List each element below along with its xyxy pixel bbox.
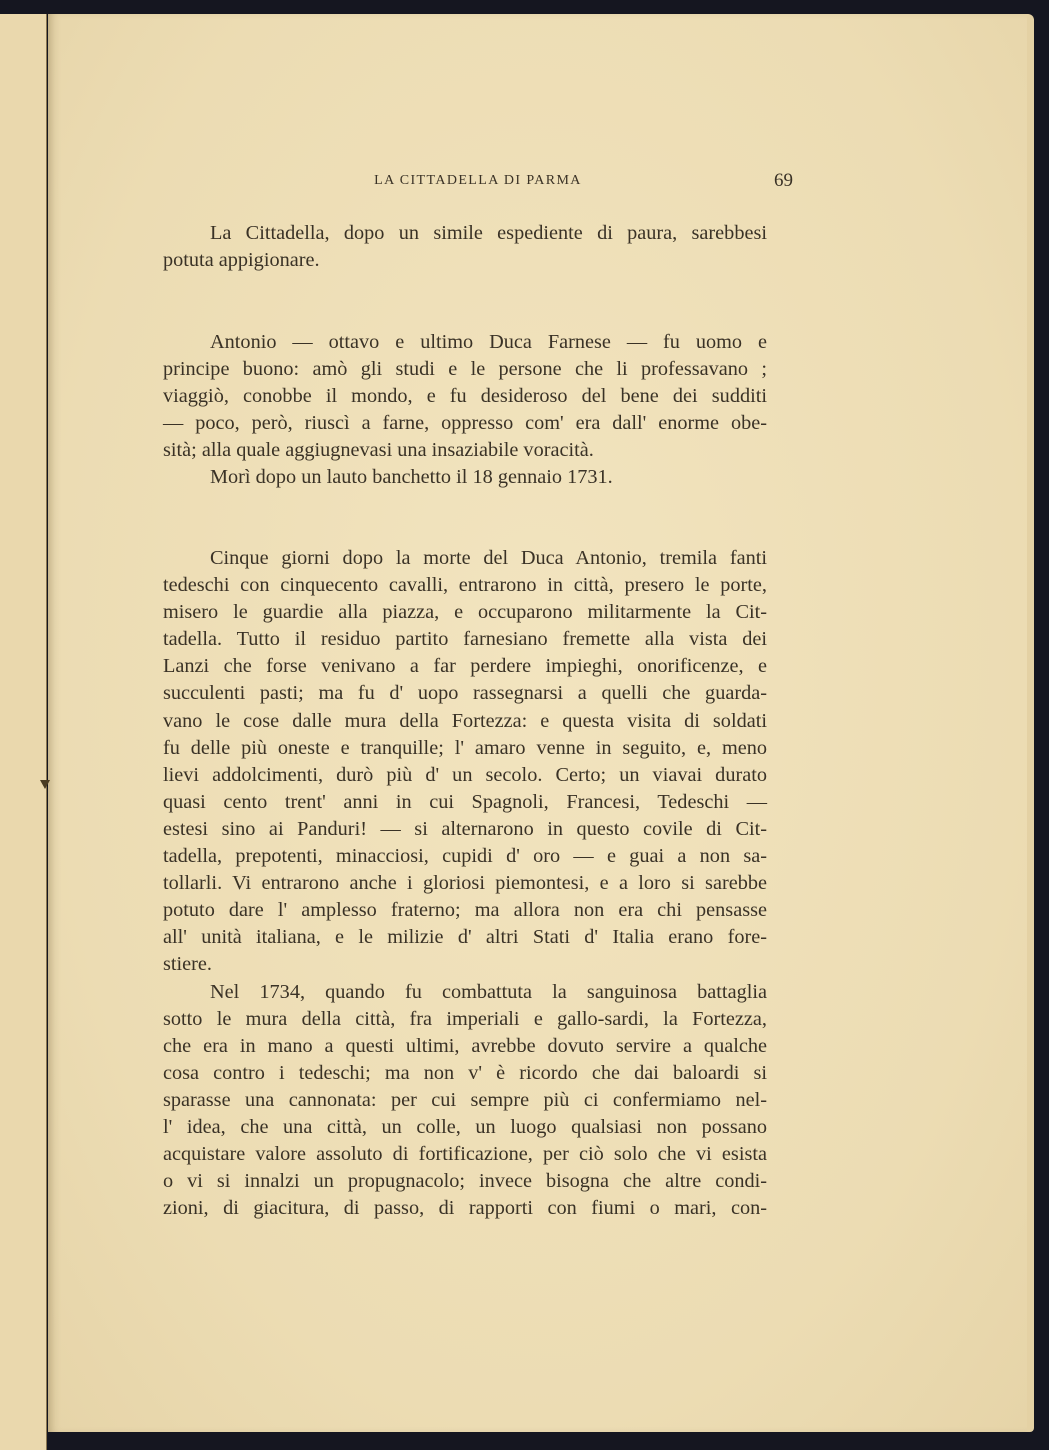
text-line: potuta appigionare. [163, 249, 320, 272]
text-line: cosa contro i tedeschi; ma non v' è ricordo che dai baloardi si [163, 1061, 767, 1084]
running-head [163, 170, 793, 194]
text-line: — poco, però, riuscì a farne, oppresso com' era dall' enorme obe- [163, 412, 767, 435]
text-line: tadella, prepotenti, minacciosi, cupidi d' oro — e guai a non sa- [163, 845, 767, 868]
text-line: zioni, di giacitura, di passo, di rapporti con fiumi o mari, con- [163, 1197, 767, 1220]
text-line: estesi sino ai Panduri! — si alternarono in questo covile di Cit- [163, 817, 767, 840]
text-line: potuto dare l' amplesso fraterno; ma allora non era chi pensasse [163, 899, 767, 922]
text-line: stiere. [163, 953, 212, 976]
text-line: acquistare valore assoluto di fortificazione, per ciò solo che vi esista [163, 1143, 767, 1166]
facing-page-edge [0, 14, 47, 1450]
text-line: Lanzi che forse venivano a far perdere impieghi, onorificenze, e [163, 655, 767, 678]
text-line: sità; alla quale aggiugnevasi una insaziabile voracità. [163, 439, 594, 462]
text-line: quasi cento trent' anni in cui Spagnoli, Francesi, Tedeschi — [163, 790, 767, 813]
text-line: La Cittadella, dopo un simile espediente di paura, sarebbesi [210, 222, 767, 244]
text-line: viaggiò, conobbe il mondo, e fu desideroso del bene dei sudditi [163, 385, 767, 408]
text-line: tedeschi con cinquecento cavalli, entrarono in città, presero le porte, [163, 574, 767, 597]
paragraph [163, 464, 767, 491]
paragraph [163, 220, 767, 274]
text-line: lievi addolcimenti, durò più d' un secolo. Certo; un viavai durato [163, 763, 767, 786]
text-line: sotto le mura della città, fra imperiali e gallo-sardi, la Fortezza, [163, 1007, 767, 1030]
text-line: Morì dopo un lauto banchetto il 18 gennaio 1731. [210, 466, 613, 489]
text-line: che era in mano a questi ultimi, avrebbe dovuto servire a qualche [163, 1034, 767, 1057]
text-line: fu delle più oneste e tranquille; l' amaro venne in seguito, e, meno [163, 736, 767, 759]
paragraph-block-3 [163, 545, 767, 1222]
text-line: vano le cose dalle mura della Fortezza: e questa visita di soldati [163, 709, 767, 732]
text-line: misero le guardie alla piazza, e occuparono militarmente la Cit- [163, 601, 767, 624]
text-line: Cinque giorni dopo la morte del Duca Antonio, tremila fanti [210, 547, 767, 569]
text-line: all' unità italiana, e le milizie d' altri Stati d' Italia erano fore- [163, 926, 767, 949]
text-line: o vi si innalzi un propugnacolo; invece bisogna che altre condi- [163, 1170, 767, 1193]
text-line: l' idea, che una città, un colle, un luogo qualsiasi non possano [163, 1115, 767, 1138]
page-number: 69 [774, 170, 793, 191]
paragraph [163, 329, 767, 464]
text-line: succulenti pasti; ma fu d' uopo rassegnarsi a quelli che guarda- [163, 682, 767, 705]
text-line: Nel 1734, quando fu combattuta la sanguinosa battaglia [210, 980, 767, 1003]
paragraph [163, 545, 767, 979]
text-line: Antonio — ottavo e ultimo Duca Farnese — fu uomo e [210, 331, 767, 353]
text-line: sparasse una cannonata: per cui sempre più ci confermiamo nel- [163, 1088, 767, 1111]
paragraph-block-1 [163, 220, 767, 274]
paragraph [163, 979, 767, 1223]
paragraph-block-2 [163, 329, 767, 492]
text-line: tollarli. Vi entrarono anche i gloriosi piemontesi, e a loro si sarebbe [163, 872, 767, 895]
running-head-title: LA CITTADELLA DI PARMA [374, 173, 582, 188]
text-line: tadella. Tutto il residuo partito farnesiano fremette alla vista dei [163, 628, 767, 651]
text-line: principe buono: amò gli studi e le persone che li professavano ; [163, 358, 767, 381]
gutter-mark [40, 780, 50, 789]
